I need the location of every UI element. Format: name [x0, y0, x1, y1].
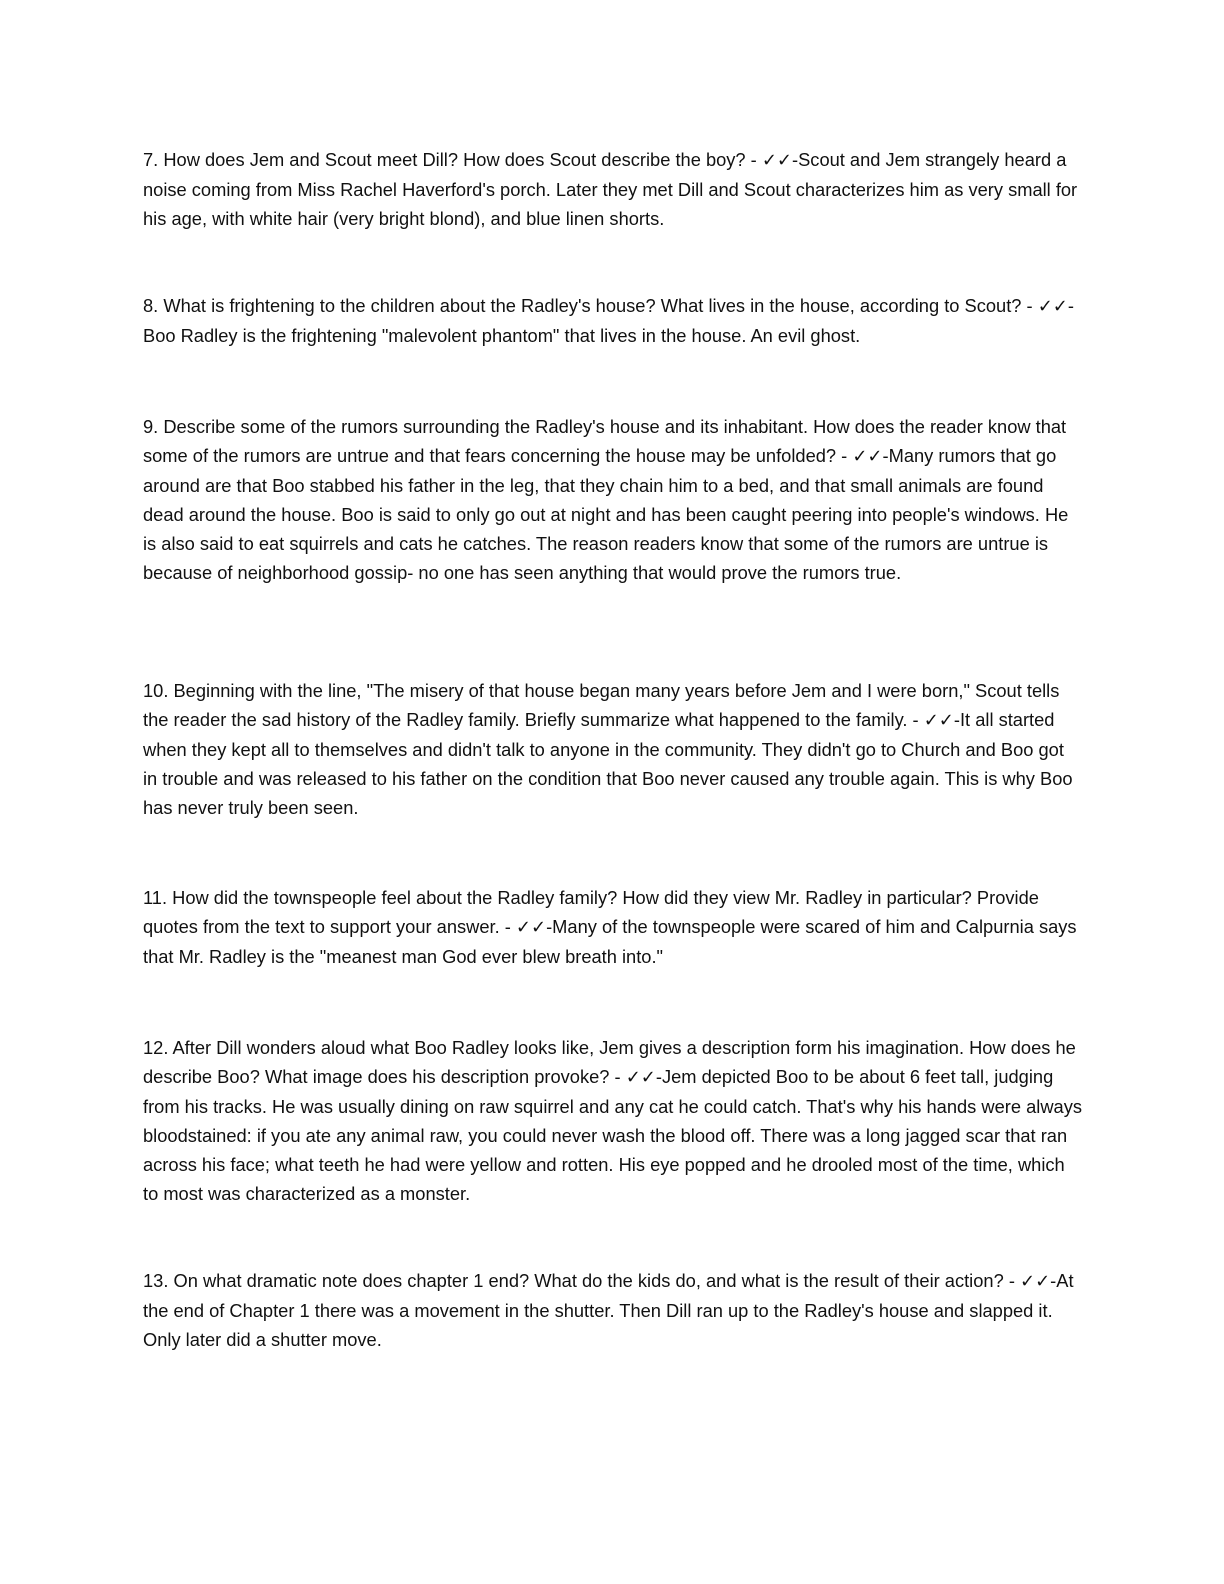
question-text: 7. How does Jem and Scout meet Dill? How does Scout describe the boy? — [143, 149, 746, 170]
qa-item-7 — [143, 145, 1083, 233]
question-text: 8. What is frightening to the children about the Radley's house? What lives in the house, according to Scout? — [143, 295, 1022, 316]
answer-text: -Many of the townspeople were scared of him and Calpurnia says that Mr. Radley is the "meanest man God ever blew breath into." — [143, 916, 1077, 967]
qa-item-10 — [143, 676, 1083, 822]
double-checkmark-icon: ✓✓ — [1037, 296, 1068, 317]
double-checkmark-icon: ✓✓ — [923, 710, 954, 731]
double-checkmark-icon: ✓✓ — [761, 150, 793, 171]
double-checkmark-icon: ✓✓ — [852, 446, 883, 467]
separator: - — [1003, 1270, 1020, 1291]
separator: - — [499, 916, 516, 937]
double-checkmark-icon: ✓✓ — [625, 1067, 656, 1088]
answer-text: -Boo Radley is the frightening "malevolent phantom" that lives in the house. An evil ghost. — [143, 295, 1074, 346]
answer-text: -It all started when they kept all to themselves and didn't talk to anyone in the community. They didn't go to Church and Boo got in trouble and was released to his father on the condition that Boo never caused any trouble again. This is why Boo has never truly been seen. — [143, 709, 1073, 818]
separator: - — [907, 709, 924, 730]
separator: - — [609, 1066, 626, 1087]
question-text: 9. Describe some of the rumors surrounding the Radley's house and its inhabitant. How does the reader know that some of the rumors are untrue and that fears concerning the house may be unfolded? — [143, 416, 1067, 466]
separator: - — [836, 445, 853, 466]
question-text: 10. Beginning with the line, "The misery of that house began many years before Jem and I were born," Scout tells the reader the sad history of the Radley family. Briefly summarize what happened to the family. — [143, 680, 1060, 730]
answer-text: -Scout and Jem strangely heard a noise coming from Miss Rachel Haverford's porch. Later they met Dill and Scout characterizes him as very small for his age, with white hair (very bright blond), and blue linen shorts. — [143, 149, 1078, 229]
qa-item-9 — [143, 412, 1083, 587]
question-text: 11. How did the townspeople feel about the Radley family? How did they view Mr. Radley in particular? Provide quotes from the text to support your answer. — [143, 887, 1039, 937]
qa-item-8 — [143, 291, 1083, 350]
qa-item-11 — [143, 883, 1083, 971]
qa-item-13 — [143, 1266, 1083, 1354]
answer-text: -Many rumors that go around are that Boo stabbed his father in the leg, that they chain him to a bed, and that small animals are found dead around the house. Boo is said to only go out at night and has been caught peering into people's windows. He is also said to eat squirrels and cats he catches. The reason readers know that some of the rumors are untrue is because of neighborhood gossip- no one has seen anything that would prove the rumors true. — [143, 445, 1069, 583]
question-text: 13. On what dramatic note does chapter 1 end? What do the kids do, and what is the result of their action? — [143, 1270, 1004, 1291]
question-text: 12. After Dill wonders aloud what Boo Radley looks like, Jem gives a description form his imagination. How does he describe Boo? What image does his description provoke? — [143, 1037, 1076, 1087]
separator: - — [745, 149, 762, 170]
answer-text: -At the end of Chapter 1 there was a movement in the shutter. Then Dill ran up to the Radley's house and slapped it. Only later did a shutter move. — [143, 1270, 1074, 1350]
qa-item-12 — [143, 1033, 1083, 1208]
separator: - — [1021, 295, 1038, 316]
double-checkmark-icon: ✓✓ — [515, 917, 547, 938]
answer-text: -Jem depicted Boo to be about 6 feet tall, judging from his tracks. He was usually dining on raw squirrel and any cat he could catch. That's why his hands were always bloodstained: if you ate any animal raw, you could never wash the blood off. There was a long jagged scar that ran across his face; what teeth he had were yellow and rotten. His eye popped and he drooled most of the time, which to most was characterized as a monster. — [143, 1066, 1082, 1204]
double-checkmark-icon: ✓✓ — [1020, 1271, 1051, 1292]
